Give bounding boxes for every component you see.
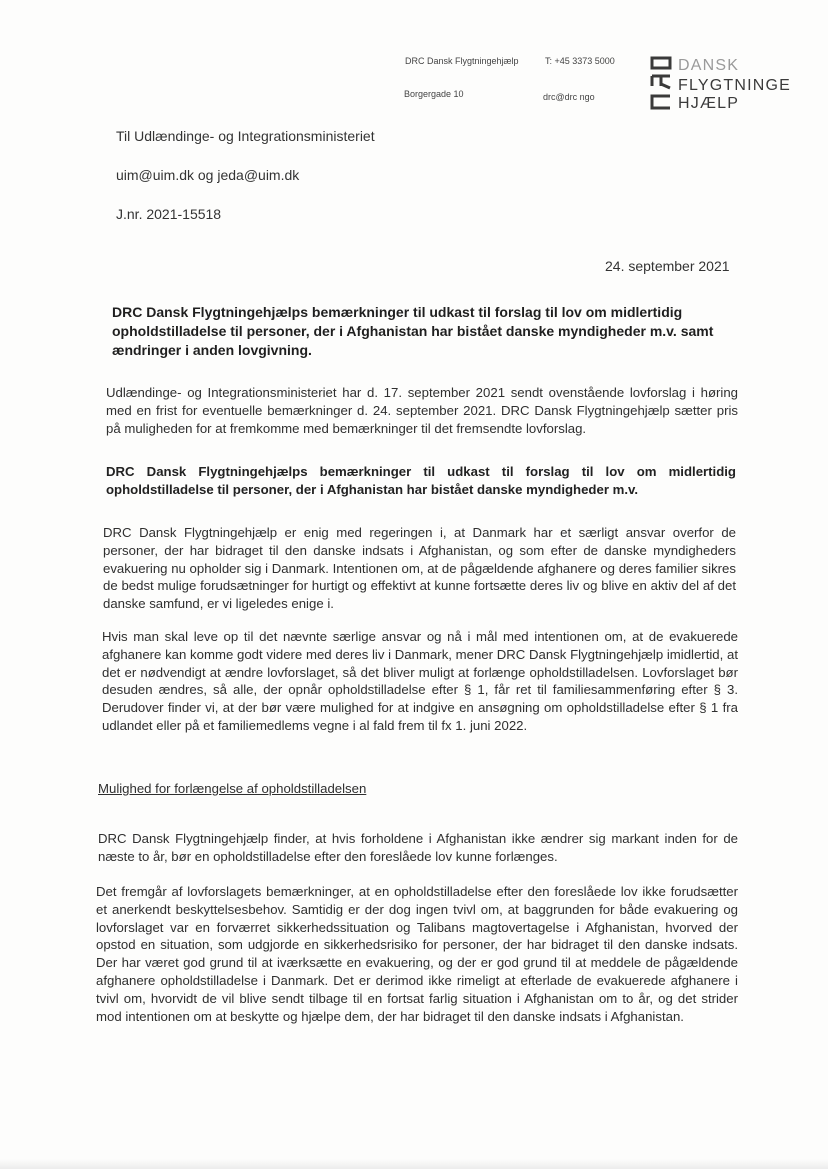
- section-subheading: DRC Dansk Flygtningehjælps bemærkninger til udkast til forslag til lov om midlertidig opholdstilladelse til personer, der i Afghanistan har bistået danske myndigheder m.v.: [106, 464, 736, 497]
- letterhead-org-name: DRC Dansk Flygtningehjælp: [405, 56, 519, 66]
- document-title: DRC Dansk Flygtningehjælps bemærkninger til udkast til forslag til lov om midlertidig opholdstilladelse til personer, der i Afghanistan har bistået danske myndigheder m.v. samt ændringer i anden lovgivning.: [112, 304, 714, 358]
- intro-paragraph: Udlændinge- og Integrationsministeriet har d. 17. september 2021 sendt ovenstående lovforslag i høring med en frist for eventuelle bemærkninger d. 24. september 2021. DRC Dansk Flygtningehjælp sætter pris på muligheden for at fremkomme med bemærkninger til det fremsendte lovforslag.: [106, 385, 738, 436]
- paragraph-1: DRC Dansk Flygtningehjælp er enig med regeringen i, at Danmark har et særligt ansvar overfor de personer, der har bidraget til den danske indsats i Afghanistan, og som efter de danske myndigheders evakuering nu opholder sig i Danmark. Intentionen om, at de pågældende afghanere og deres familier sikres de bedst mulige forudsætninger for hurtigt og effektivt at kunne fortsætte deres liv og blive en aktiv del af det danske samfund, er vi ligeledes enige i.: [103, 525, 736, 612]
- letterhead-email: drc@drc ngo: [543, 92, 595, 102]
- page-bottom-edge: [0, 1159, 828, 1169]
- paragraph-3: DRC Dansk Flygtningehjælp finder, at hvis forholdene i Afghanistan ikke ændrer sig markant inden for de næste to år, bør en opholdstilladelse efter den foreslåede lov kunne forlænges.: [98, 831, 738, 864]
- paragraph-4: Det fremgår af lovforslagets bemærkninger, at en opholdstilladelse efter den foreslåede lov ikke forudsætter et anerkendt beskyttelsesbehov. Samtidig er der dog ingen tvivl om, at baggrunden for både evakuering og lovforslaget var en forværret sikkerhedssituation og Talibans magtovertagelse i Afghanistan, hvorved der opstod en situation, som udgjorde en sikkerhedsrisiko for personer, der har bidraget til den danske indsats. Der har været god grund til at iværksætte en evakuering, og der er god grund til at meddele de pågældende afghanere opholdstilladelse i Danmark. Det er derimod ikke rimeligt at efterlade de evakuerede afghanere i tvivl om, hvorvidt de vil blive sendt tilbage til en fortsat farlig situation i Afghanistan om to år, og det strider mod intentionen om at beskytte og hjælpe dem, der har bidraget til den danske indsats i Afghanistan.: [96, 884, 738, 1024]
- letter-date: 24. september 2021: [605, 258, 730, 274]
- letterhead-street: Borgergade 10: [404, 89, 464, 99]
- journal-number: J.nr. 2021-15518: [116, 206, 222, 222]
- recipient-line: Til Udlændinge- og Integrationsministeriet: [116, 128, 375, 144]
- paragraph-2: Hvis man skal leve op til det nævnte særlige ansvar og nå i mål med intentionen om, at de evakuerede afghanere kan komme godt videre med deres liv i Danmark, mener DRC Dansk Flygtningehjælp imidlertid, at det er nødvendigt at ændre lovforslaget, så det bliver muligt at forlænge opholdstilladelsen. Lovforslaget bør desuden ændres, så alle, der opnår opholdstilladelse efter § 1, får ret til familiesammenføring efter § 3. Derudover finder vi, at der bør være mulighed for at indgive en ansøgning om opholdstilladelse efter § 1 fra udlandet eller på et familiemedlems vegne i al fald frem til fx 1. juni 2022.: [102, 629, 738, 733]
- drc-logo-mark-icon: [650, 56, 674, 112]
- logo-line-3: HJÆLP: [678, 95, 740, 112]
- drc-logo: [650, 52, 800, 114]
- letterhead-phone: T: +45 3373 5000: [545, 56, 615, 66]
- logo-line-2: FLYGTNINGE: [678, 77, 792, 94]
- section-heading-extension: Mulighed for forlængelse af opholdstilladelsen: [98, 781, 367, 796]
- logo-line-1: DANSK: [678, 57, 740, 74]
- recipient-emails: uim@uim.dk og jeda@uim.dk: [116, 167, 300, 183]
